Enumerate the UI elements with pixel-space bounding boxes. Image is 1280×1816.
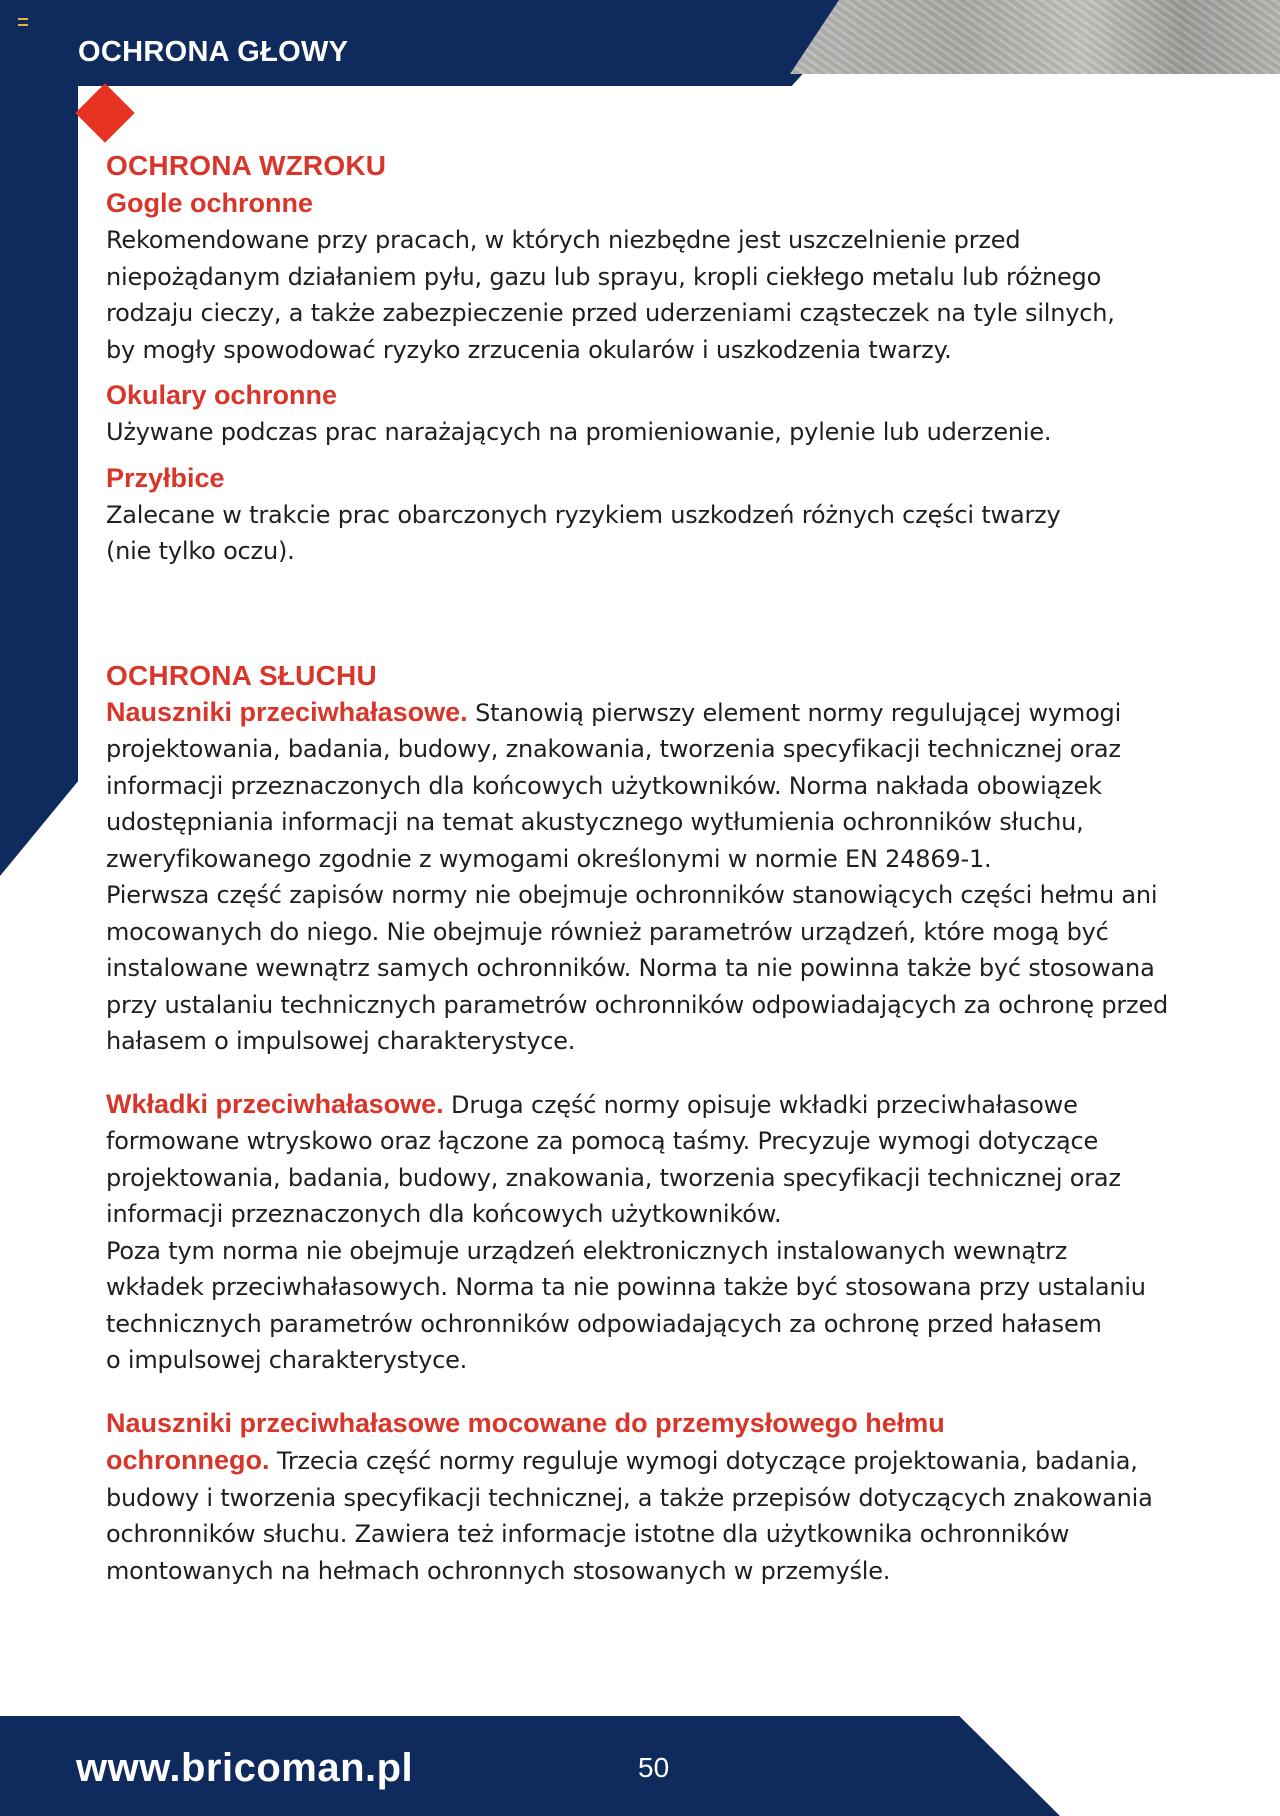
text-line: budowy i tworzenia specyfikacji technicznej, a także przepisów dotyczących znakowania [106, 1483, 1153, 1512]
main-content [106, 148, 1176, 1589]
block-lead: ochronnego. [106, 1445, 270, 1475]
text-line: Rekomendowane przy pracach, w których niezbędne jest uszczelnienie przed [106, 226, 1021, 254]
text-line [106, 694, 1176, 732]
text-line: zweryfikowanego zgodnie z wymogami określonymi w normie EN 24869-1. [106, 844, 992, 873]
text-line: projektowania, badania, budowy, znakowania, tworzenia specyfikacji technicznej oraz [106, 735, 1121, 763]
text-line [106, 1405, 1176, 1443]
text-line: instalowane wewnątrz samych ochronników. Norma ta nie powinna także być stosowana [106, 954, 1155, 982]
text-line: hałasem o impulsowej charakterystyce. [106, 1027, 576, 1055]
block-lead: Wkładki przeciwhałasowe. [106, 1088, 444, 1119]
block-nauszniki-helm [106, 1405, 1176, 1590]
text-line: Zalecane w trakcie prac obarczonych ryzykiem uszkodzeń różnych części twarzy [106, 500, 1061, 529]
text-line [106, 1086, 1176, 1124]
text-line: udostępniania informacji na temat akustycznego wytłumienia ochronników słuchu, [106, 808, 1084, 836]
text-line: (nie tylko oczu). [106, 537, 295, 565]
side-band [0, 86, 78, 876]
text-line [106, 1442, 1176, 1480]
header-concrete-image [790, 0, 1280, 74]
block-wkladki [106, 1086, 1176, 1379]
block-lead: Nauszniki przeciwhałasowe mocowane do przemysłowego hełmu [106, 1407, 945, 1438]
red-diamond-decoration [75, 83, 134, 142]
text-line: rodzaju cieczy, a także zabezpieczenie przed uderzeniami cząsteczek na tyle silnych, [106, 299, 1115, 327]
item-title-przylbice: Przyłbice [106, 462, 225, 493]
item-title-gogle: Gogle ochronne [106, 188, 314, 218]
text-line: Poza tym norma nie obejmuje urządzeń elektronicznych instalowanych wewnątrz [106, 1236, 1068, 1265]
text-line: ochronników słuchu. Zawiera też informacje istotne dla użytkownika ochronników [106, 1520, 1070, 1548]
text-line: projektowania, badania, budowy, znakowania, tworzenia specyfikacji technicznej oraz [106, 1163, 1121, 1192]
text-line: informacji przeznaczonych dla końcowych użytkowników. [106, 1200, 782, 1228]
page-number: 50 [638, 1752, 670, 1783]
page-title: OCHRONA GŁOWY [78, 36, 349, 68]
item-title-okulary: Okulary ochronne [106, 380, 338, 410]
menu-icon[interactable] [18, 18, 28, 26]
text-line: technicznych parametrów ochronników odpowiadających za ochronę przed hałasem [106, 1309, 1102, 1338]
text-line: o impulsowej charakterystyce. [106, 1346, 468, 1374]
text-line: informacji przeznaczonych dla końcowych użytkowników. Norma nakłada obowiązek [106, 771, 1102, 800]
text-line: montowanych na hełmach ochronnych stosowanych w przemyśle. [106, 1556, 891, 1585]
site-url-link[interactable]: www.bricoman.pl [76, 1746, 414, 1790]
block-lead: Nauszniki przeciwhałasowe. [106, 696, 468, 727]
text-line: mocowanych do niego. Nie obejmuje również parametrów urządzeń, które mogą być [106, 917, 1109, 946]
item-text-przylbice [106, 497, 1176, 570]
text-line: Pierwsza część zapisów normy nie obejmuje ochronników stanowiących części hełmu ani [106, 881, 1158, 909]
text-line: niepożądanym działaniem pyłu, gazu lub sprayu, kropli ciekłego metalu lub różnego [106, 262, 1102, 291]
text-line: przy ustalaniu technicznych parametrów ochronników odpowiadających za ochronę przed [106, 990, 1169, 1019]
text-line: formowane wtryskowo oraz łączone za pomocą taśmy. Precyzuje wymogi dotyczące [106, 1127, 1099, 1155]
text-fragment: Trzecia część normy reguluje wymogi dotyczące projektowania, badania, [269, 1447, 1138, 1475]
item-text-gogle [106, 222, 1176, 368]
block-nauszniki [106, 694, 1176, 1060]
text-line: by mogły spowodować ryzyko zrzucenia okularów i uszkodzenia twarzy. [106, 335, 952, 364]
text-fragment: Druga część normy opisuje wkładki przeciwhałasowe [443, 1090, 1078, 1119]
item-text-okulary [106, 414, 1176, 451]
section-heading-wzrok: OCHRONA WZROKU [106, 150, 387, 181]
text-fragment: Stanowią pierwszy element normy regulującej wymogi [467, 698, 1122, 727]
text-line: wkładek przeciwhałasowych. Norma ta nie powinna także być stosowana przy ustalaniu [106, 1273, 1146, 1301]
section-heading-sluch: OCHRONA SŁUCHU [106, 659, 377, 691]
text-line: Używane podczas prac narażających na promieniowanie, pylenie lub uderzenie. [106, 418, 1052, 446]
